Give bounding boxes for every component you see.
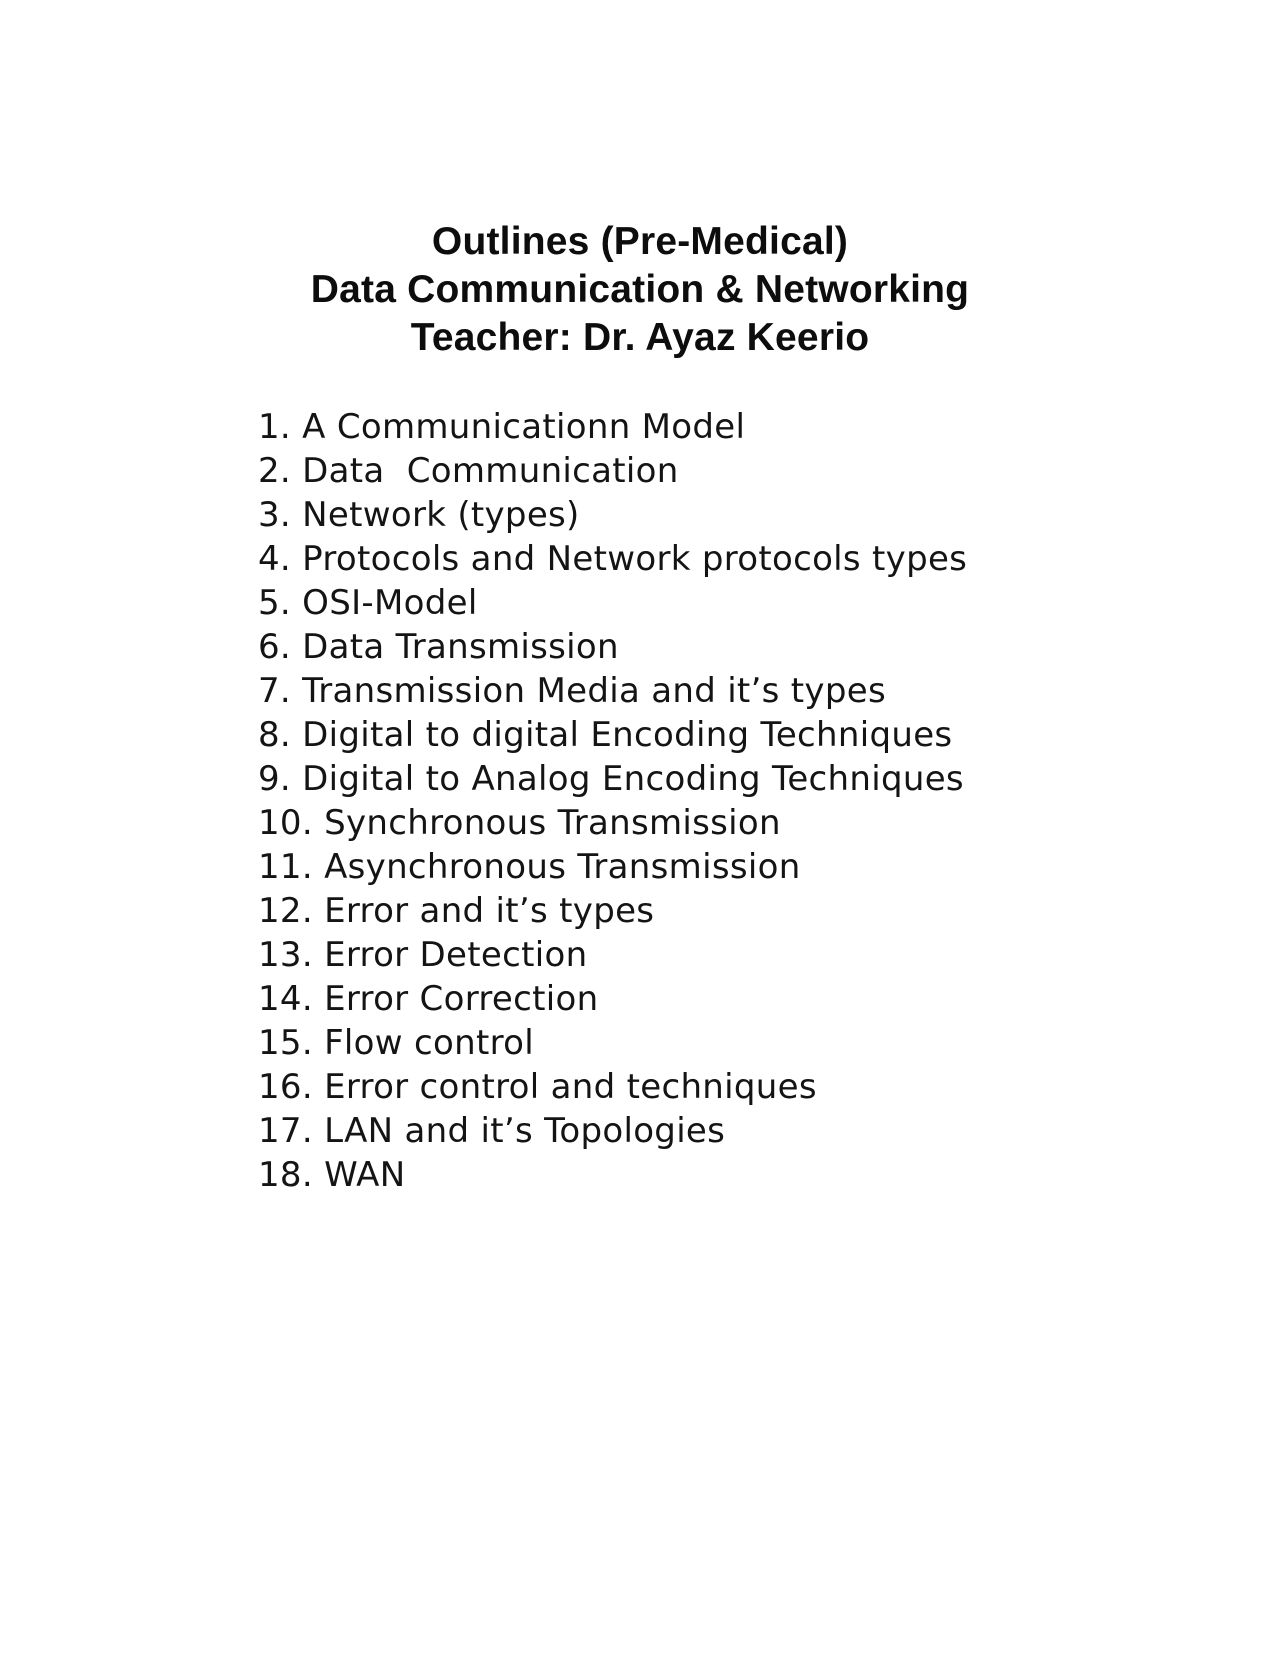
outline-item: 11. Asynchronous Transmission [258,847,801,887]
outline-item: 2. Data Communication [258,451,679,491]
outline-item: 3. Network (types) [258,495,580,535]
outline-item: 7. Transmission Media and it’s types [258,671,886,711]
outline-item: 6. Data Transmission [258,627,619,667]
outline-item: 1. A Communicationn Model [258,407,746,447]
outline-item: 10. Synchronous Transmission [258,803,781,843]
outline-item: 15. Flow control [258,1023,534,1063]
outline-item: 17. LAN and it’s Topologies [258,1111,726,1151]
course-subject: Data Communication & Networking [310,268,970,311]
outline-item: 12. Error and it’s types [258,891,655,931]
outline-item: 9. Digital to Analog Encoding Techniques [258,759,964,799]
outline-item: 5. OSI-Model [258,583,478,623]
document-header [0,218,1280,362]
document-title: Outlines (Pre-Medical) [431,220,849,263]
outline-item: 4. Protocols and Network protocols types [258,539,968,579]
outline-item: 16. Error control and techniques [258,1067,817,1107]
outline-item: 18. WAN [258,1155,406,1195]
outline-list [258,405,967,1197]
teacher-name: Teacher: Dr. Ayaz Keerio [410,316,870,359]
outline-item: 14. Error Correction [258,979,599,1019]
outline-item: 8. Digital to digital Encoding Techniques [258,715,953,755]
outline-item: 13. Error Detection [258,935,588,975]
